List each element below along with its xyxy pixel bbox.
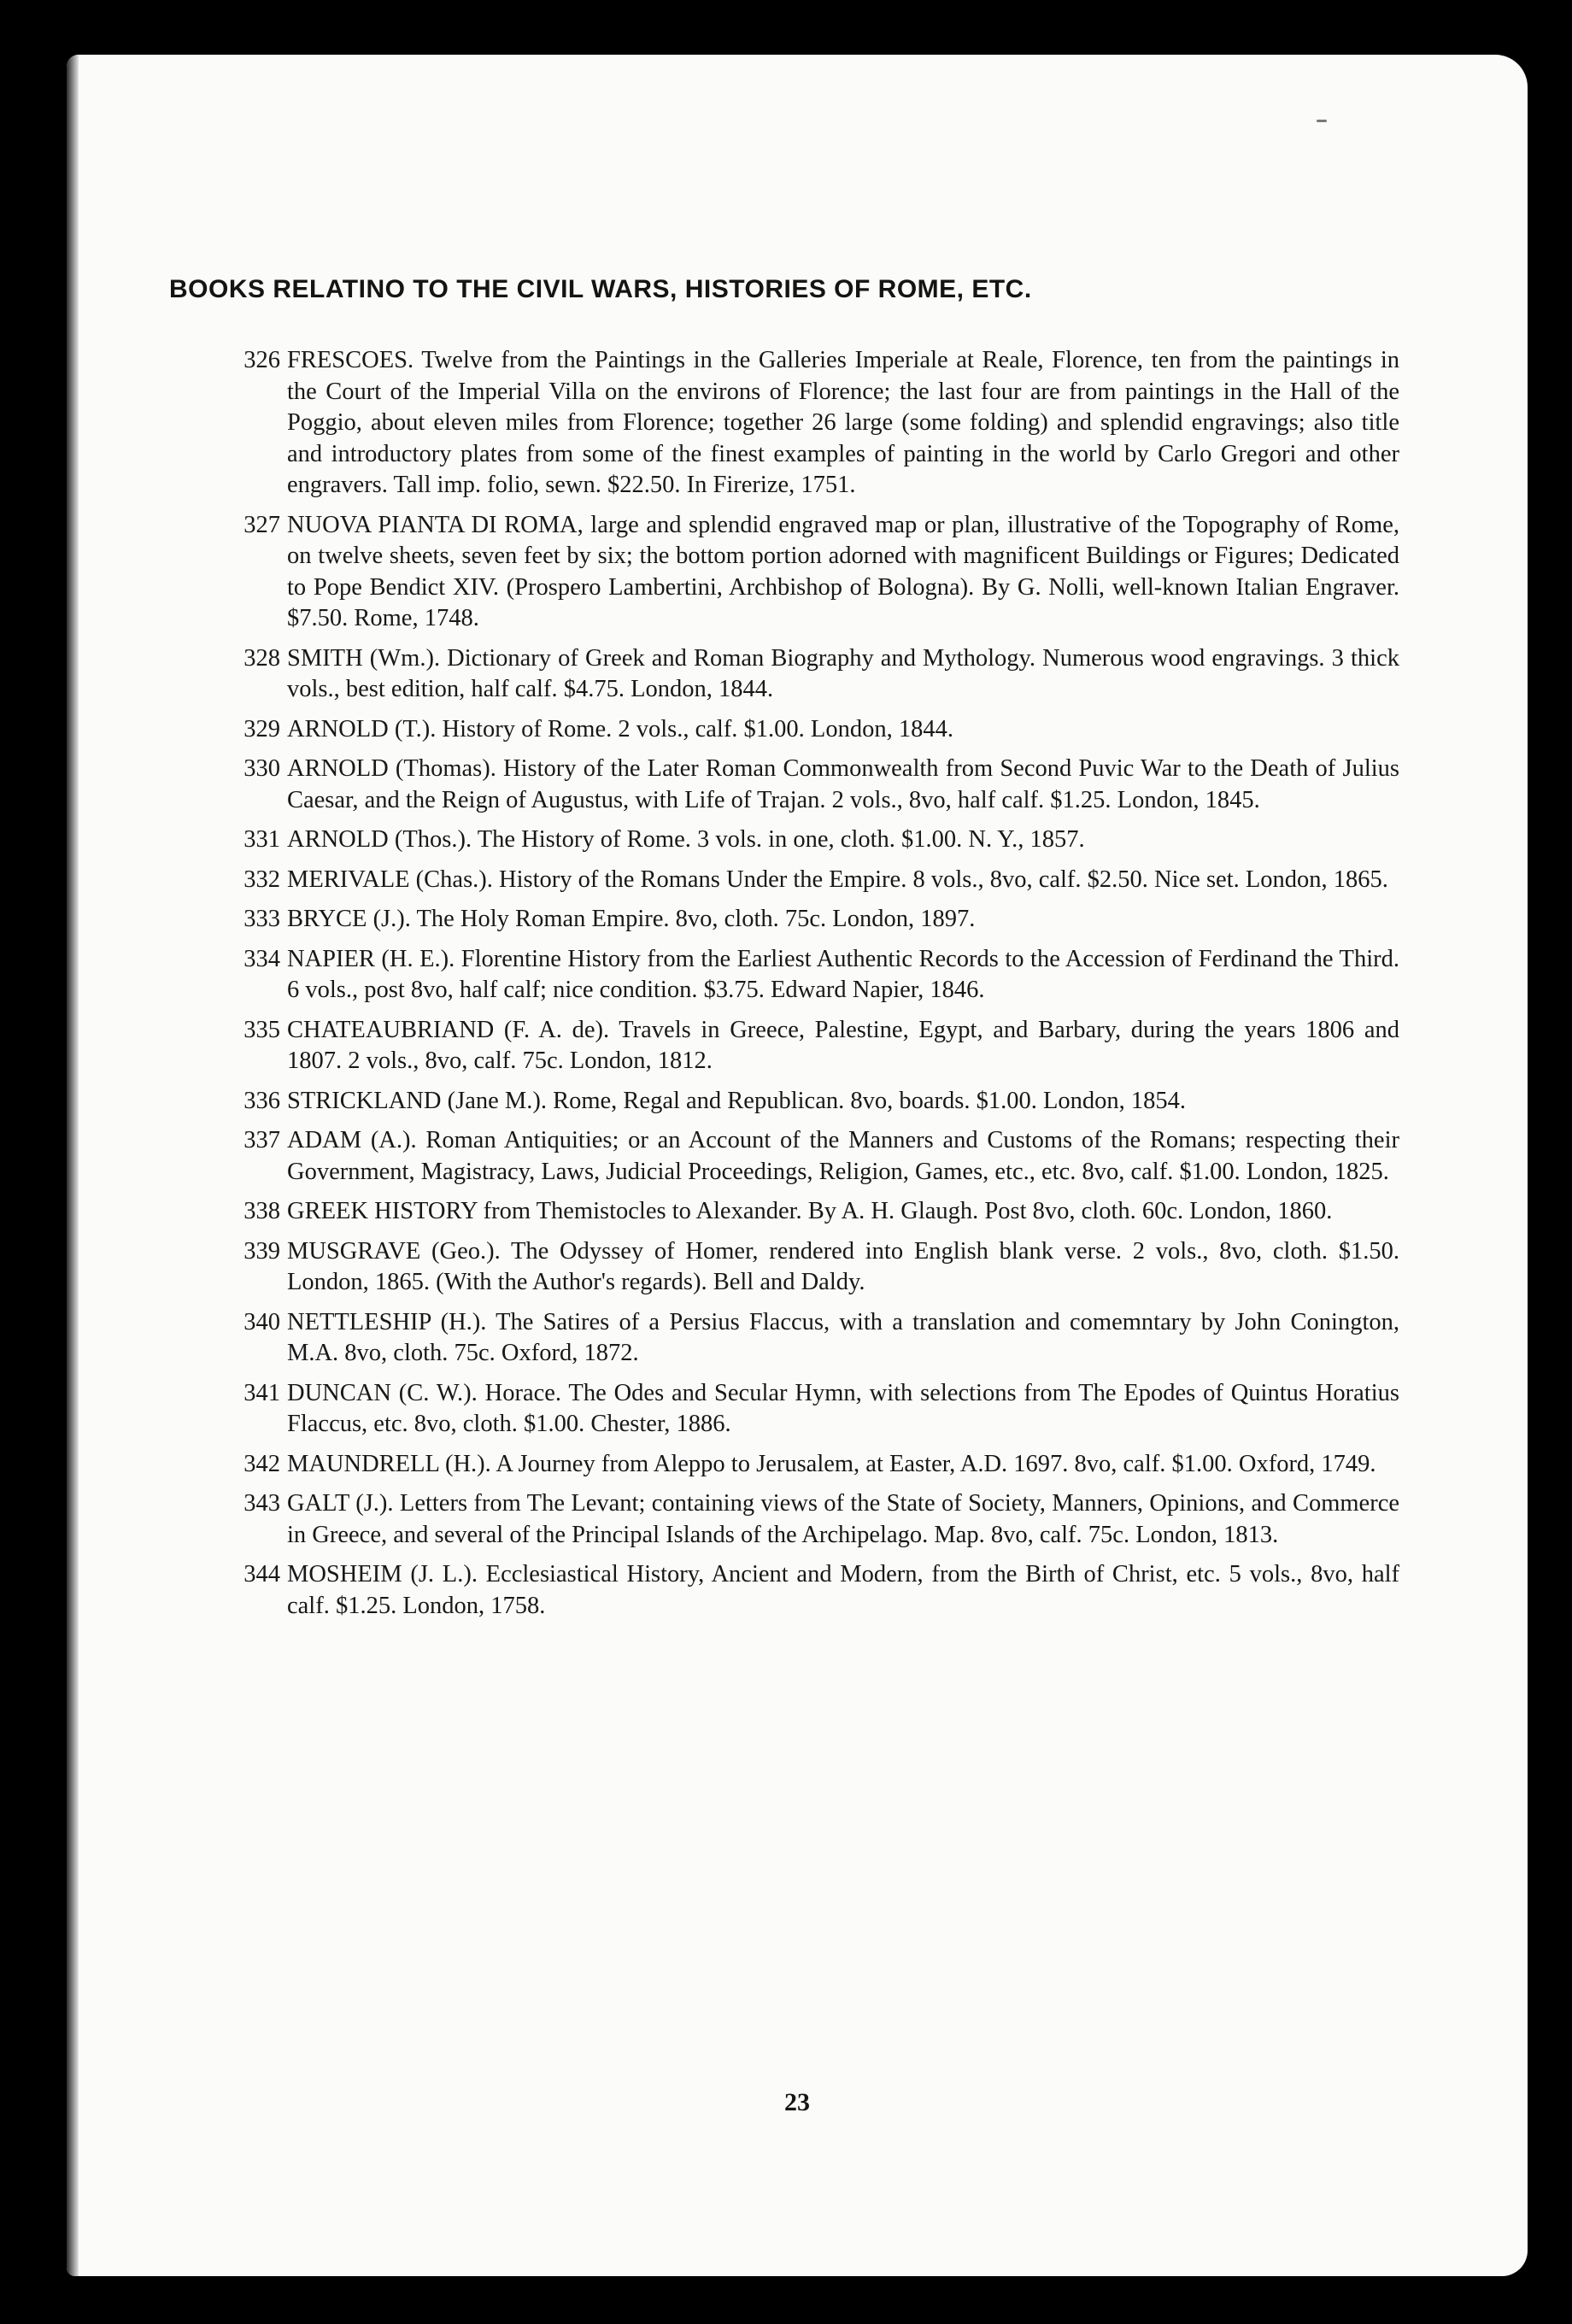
entry-description: GALT (J.). Letters from The Levant; containing views of the State of Society, Manners, Opinions, and Commerce in Greece, and several of the Principal Islands of the Archipelago. Map. 8vo, calf. 75c. London, 1813. — [287, 1490, 1399, 1548]
entry-description: MUSGRAVE (Geo.). The Odyssey of Homer, rendered into English blank verse. 2 vols., 8vo, cloth. $1.50. London, 1865. (With the Author's regards). Bell and Daldy. — [287, 1237, 1399, 1295]
entry-description: NUOVA PIANTA DI ROMA, large and splendid engraved map or plan, illustrative of the Topography of Rome, on twelve sheets, seven feet by six; the bottom portion adorned with magnificent Buildings or Figures; Dedicated to Pope Bendict XIV. (Prospero Lambertini, Archbishop of Bologna). By G. Nolli, well-known Italian Engraver. $7.50. Rome, 1748. — [287, 511, 1399, 631]
entry-description: GREEK HISTORY from Themistocles to Alexander. By A. H. Glaugh. Post 8vo, cloth. 60c. London, 1860. — [287, 1198, 1333, 1224]
entry-number: 340 — [243, 1308, 280, 1335]
entry-number: 330 — [243, 755, 280, 782]
entry-number: 341 — [243, 1379, 280, 1406]
catalog-entry — [220, 1086, 1399, 1118]
entry-number: 328 — [243, 644, 280, 672]
entry-description: BRYCE (J.). The Holy Roman Empire. 8vo, cloth. 75c. London, 1897. — [287, 906, 976, 932]
entry-number: 329 — [243, 715, 280, 742]
entry-number: 336 — [243, 1087, 280, 1114]
catalog-entry — [220, 1236, 1399, 1299]
entry-description: MAUNDRELL (H.). A Journey from Aleppo to Jerusalem, at Easter, A.D. 1697. 8vo, calf. $1.00. Oxford, 1749. — [287, 1450, 1376, 1477]
entry-number: 335 — [243, 1016, 280, 1043]
catalog-entry — [220, 643, 1399, 706]
catalog-entry — [220, 1488, 1399, 1551]
entry-description: FRESCOES. Twelve from the Paintings in the Galleries Imperiale at Reale, Florence, ten from the paintings in the Court of the Imperial Villa on the environs of Florence; the last four are from paintings in the Hall of the Poggio, about eleven miles from Florence; together 26 large (some folding) and splendid engravings; also title and introductory plates from some of the finest examples of painting in the world by Carlo Gregori and other engravers. Tall imp. folio, sewn. $22.50. In Firerize, 1751. — [287, 347, 1399, 498]
catalog-entry — [220, 904, 1399, 936]
entry-number: 343 — [243, 1490, 280, 1517]
catalog-entry — [220, 1015, 1399, 1077]
catalog-entry — [220, 944, 1399, 1006]
catalog-entry — [220, 1196, 1399, 1228]
catalog-entry — [220, 865, 1399, 896]
entry-description: DUNCAN (C. W.). Horace. The Odes and Secular Hymn, with selections from The Epodes of Quintus Horatius Flaccus, etc. 8vo, cloth. $1.00. Chester, 1886. — [287, 1379, 1399, 1437]
entry-number: 327 — [243, 511, 280, 538]
entry-number: 344 — [243, 1561, 280, 1587]
entry-description: CHATEAUBRIAND (F. A. de). Travels in Greece, Palestine, Egypt, and Barbary, during the years 1806 and 1807. 2 vols., 8vo, calf. 75c. London, 1812. — [287, 1016, 1399, 1074]
catalog-entry — [220, 825, 1399, 856]
catalog-entry — [220, 1307, 1399, 1370]
catalog-entry — [220, 1125, 1399, 1188]
entry-description: ARNOLD (T.). History of Rome. 2 vols., calf. $1.00. London, 1844. — [287, 715, 953, 742]
page-number: 23 — [784, 2088, 810, 2116]
entry-number: 331 — [243, 826, 280, 853]
catalog-entry-list — [220, 345, 1399, 1630]
page-speck — [1317, 120, 1327, 122]
entry-number: 333 — [243, 906, 280, 932]
entry-description: NETTLESHIP (H.). The Satires of a Persius Flaccus, with a translation and comemntary by John Conington, M.A. 8vo, cloth. 75c. Oxford, 1872. — [287, 1308, 1399, 1366]
catalog-entry — [220, 714, 1399, 746]
catalog-entry — [220, 1378, 1399, 1441]
catalog-entry — [220, 510, 1399, 635]
catalog-entry — [220, 345, 1399, 502]
entry-description: ARNOLD (Thomas). History of the Later Roman Commonwealth from Second Puvic War to the Death of Julius Caesar, and the Reign of Augustus, with Life of Trajan. 2 vols., 8vo, half calf. $1.25. London, 1845. — [287, 755, 1399, 813]
entry-description: STRICKLAND (Jane M.). Rome, Regal and Republican. 8vo, boards. $1.00. London, 1854. — [287, 1087, 1186, 1114]
entry-number: 337 — [243, 1127, 280, 1153]
section-heading: BOOKS RELATINO TO THE CIVIL WARS, HISTORIES OF ROME, ETC. — [169, 275, 1032, 303]
entry-number: 339 — [243, 1237, 280, 1265]
entry-description: MOSHEIM (J. L.). Ecclesiastical History, Ancient and Modern, from the Birth of Christ, etc. 5 vols., 8vo, half calf. $1.25. London, 1758. — [287, 1561, 1399, 1619]
entry-description: NAPIER (H. E.). Florentine History from the Earliest Authentic Records to the Accession of Ferdinand the Third. 6 vols., post 8vo, half calf; nice condition. $3.75. Edward Napier, 1846. — [287, 945, 1399, 1003]
catalog-entry — [220, 1449, 1399, 1481]
page-spine-shadow — [67, 55, 79, 2276]
entry-number: 326 — [243, 347, 280, 373]
entry-number: 338 — [243, 1198, 280, 1224]
catalog-entry — [220, 1559, 1399, 1622]
entry-description: ADAM (A.). Roman Antiquities; or an Account of the Manners and Customs of the Romans; respecting their Government, Magistracy, Laws, Judicial Proceedings, Religion, Games, etc., etc. 8vo, calf. $1.00. London, 1825. — [287, 1127, 1399, 1185]
entry-number: 332 — [243, 866, 280, 893]
entry-description: ARNOLD (Thos.). The History of Rome. 3 vols. in one, cloth. $1.00. N. Y., 1857. — [287, 826, 1085, 853]
catalog-page — [67, 55, 1528, 2276]
entry-description: SMITH (Wm.). Dictionary of Greek and Roman Biography and Mythology. Numerous wood engravings. 3 thick vols., best edition, half calf. $4.75. London, 1844. — [287, 644, 1399, 702]
catalog-entry — [220, 754, 1399, 816]
entry-description: MERIVALE (Chas.). History of the Romans Under the Empire. 8 vols., 8vo, calf. $2.50. Nice set. London, 1865. — [287, 866, 1388, 893]
entry-number: 334 — [243, 945, 280, 972]
entry-number: 342 — [243, 1450, 280, 1477]
